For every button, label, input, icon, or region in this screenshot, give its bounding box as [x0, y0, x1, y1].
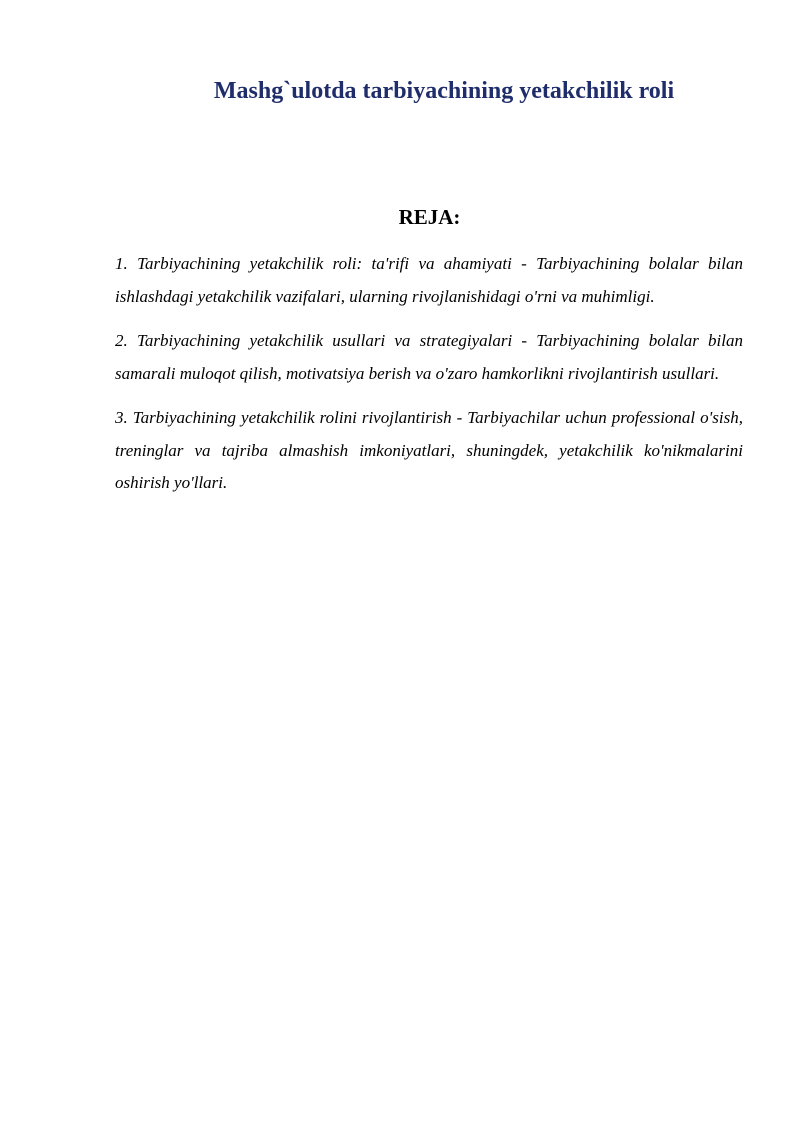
document-title: Mashg`ulotda tarbiyachining yetakchilik roli: [213, 78, 675, 104]
plan-list: [115, 248, 743, 512]
plan-item-2: 2. Tarbiyachining yetakchilik usullari va strategiyalari - Tarbiyachining bolalar bilan samarali muloqot qilish, motivatsiya berish va o'zaro hamkorlikni rivojlantirish usullari.: [115, 331, 743, 383]
plan-heading: REJA:: [398, 205, 461, 229]
plan-item-1: 1. Tarbiyachining yetakchilik roli: ta'rifi va ahamiyati - Tarbiyachining bolalar bilan ishlashdagi yetakchilik vazifalari, ularning rivojlanishidagi o'rni va muhimligi.: [115, 254, 743, 306]
plan-item-3: 3. Tarbiyachining yetakchilik rolini rivojlantirish - Tarbiyachilar uchun professional o'sish, treninglar va tajriba almashish imkoniyatlari, shuningdek, yetakchilik ko'nikmalarini oshirish yo'llari.: [115, 408, 743, 492]
